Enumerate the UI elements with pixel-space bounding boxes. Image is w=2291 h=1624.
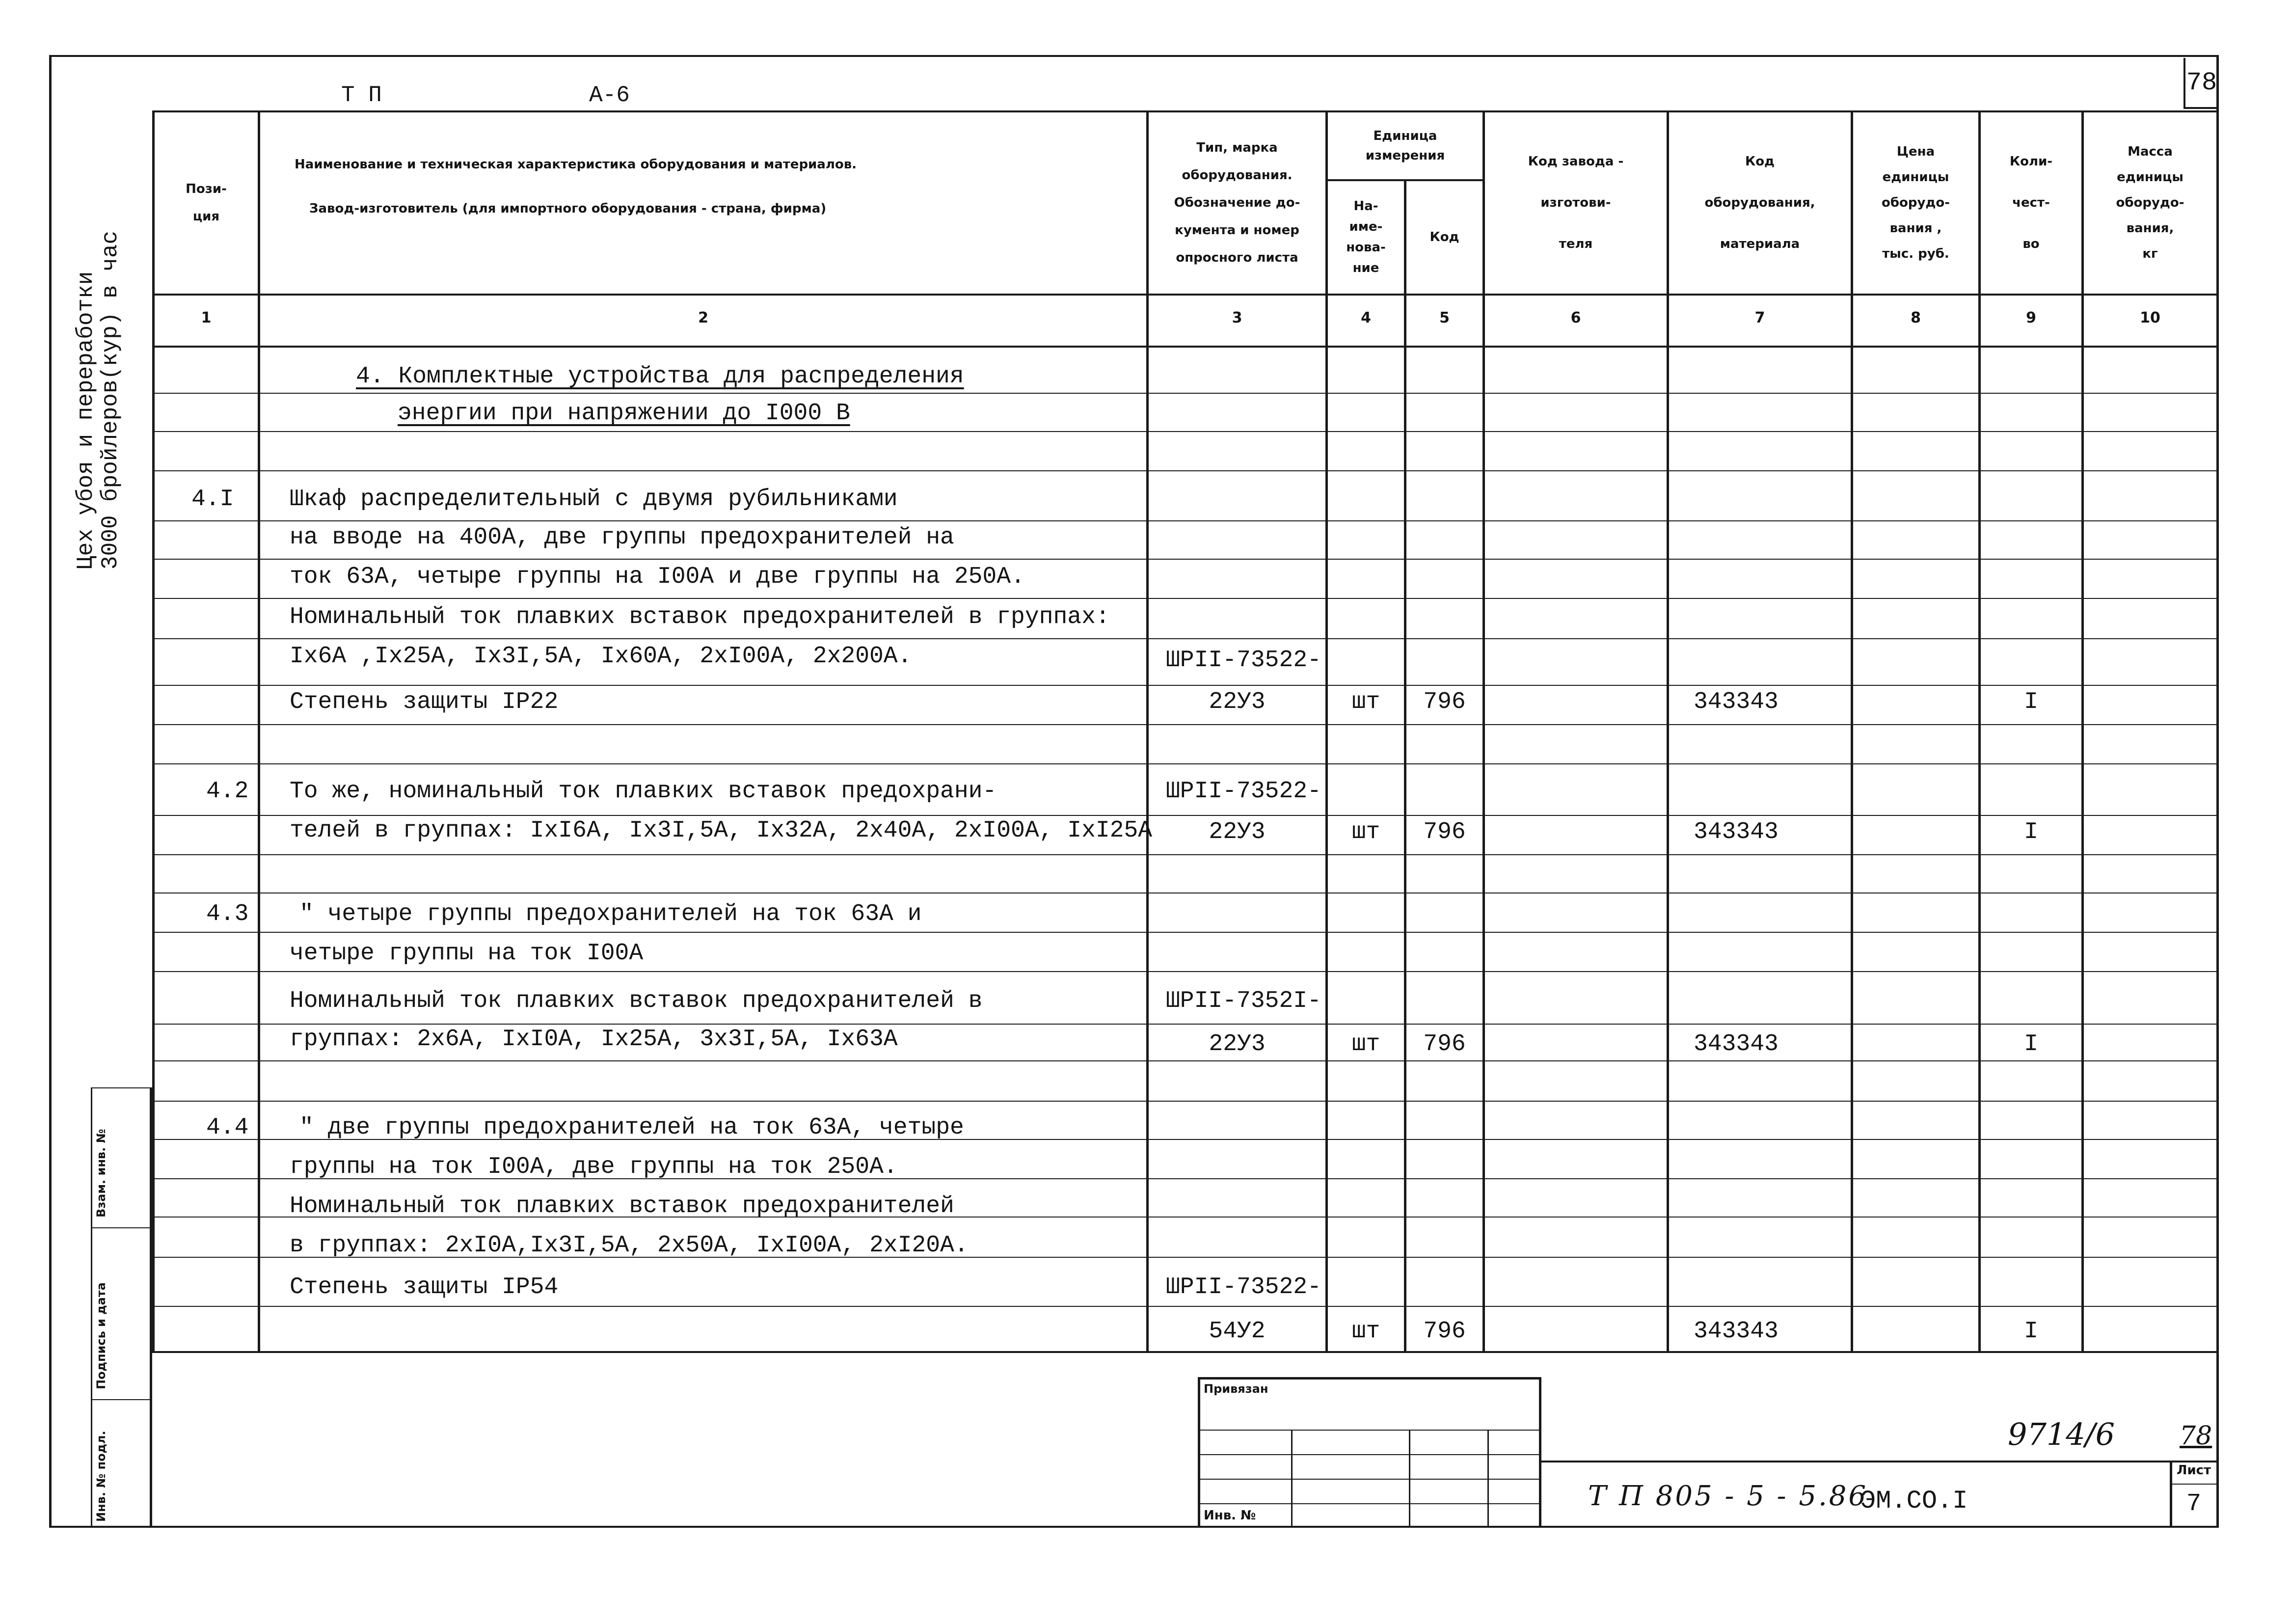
col-number-4: 4: [1361, 309, 1371, 326]
item-equipment-code: 343343: [1694, 1031, 1779, 1057]
section-title-line1: 4. Комплектные устройства для распределения: [356, 363, 964, 390]
item-type-1: ШРII-73522-: [1166, 778, 1321, 805]
header-unit-name: [1328, 182, 1404, 292]
item-position: 4.3: [206, 901, 249, 927]
header-unit: [1328, 114, 1482, 178]
header-plant-code-l3: теля: [1559, 236, 1593, 251]
row-rule: [152, 431, 2216, 432]
item-line: " две группы предохранителей на ток 63А, четыре: [299, 1114, 964, 1141]
attached-col-3: [1487, 1430, 1489, 1526]
row-rule: [152, 763, 2216, 764]
attached-col-2: [1409, 1430, 1410, 1526]
row-rule: [152, 598, 2216, 599]
side-title-line2: 3000 бройлеров(кур) в час: [98, 230, 123, 569]
row-rule: [152, 932, 2216, 933]
item-line: Iх6А ,Iх25А, Iх3I,5А, Iх60А, 2хI00А, 2х200А.: [290, 643, 912, 670]
doc-code-top-line: [1541, 1461, 2216, 1462]
attached-row-3: [1198, 1479, 1541, 1480]
section-title-line2: энергии при напряжении до I000 В: [398, 400, 850, 427]
col-line-8: [1978, 110, 1981, 1353]
header-price-l3: оборудо-: [1881, 195, 1950, 210]
item-line: Номинальный ток плавких вставок предохранителей: [290, 1193, 954, 1219]
frame-left-line: [49, 55, 52, 1527]
doc-code-suffix: ЭМ.СО.I: [1860, 1487, 1968, 1516]
item-equipment-code: 343343: [1694, 1318, 1779, 1345]
attached-row-4: [1198, 1503, 1541, 1504]
item-position: 4.I: [191, 486, 234, 513]
frame-top-line: [49, 55, 2219, 57]
item-quantity: I: [2024, 1318, 2038, 1345]
item-unit-code: 796: [1423, 819, 1466, 845]
row-rule: [152, 559, 2216, 560]
col-number-10: 10: [2140, 309, 2160, 326]
stamp-col-sep3: [91, 1399, 150, 1400]
attached-col-1: [1291, 1430, 1293, 1526]
row-rule: [152, 470, 2216, 471]
header-price-l1: Цена: [1896, 144, 1935, 159]
item-type-2: 54У2: [1209, 1318, 1266, 1345]
header-mass-l4: вания,: [2126, 220, 2174, 236]
item-line: Степень защиты IP22: [290, 689, 559, 715]
col-number-5: 5: [1439, 309, 1450, 326]
item-line: Шкаф распределительный с двумя рубильниками: [290, 486, 898, 513]
item-equipment-code: 343343: [1694, 689, 1779, 715]
attached-row-2: [1198, 1454, 1541, 1455]
col-number-8: 8: [1911, 309, 1921, 326]
header-mass-l1: Масса: [2128, 144, 2173, 159]
item-unit-code: 796: [1423, 1318, 1466, 1345]
handwritten-sheet: 78: [2180, 1421, 2212, 1451]
row-rule: [152, 724, 2216, 725]
header-mass: [2084, 113, 2216, 292]
sheet-box-sep: [2170, 1484, 2216, 1485]
header-unit-code-text: Код: [1429, 229, 1459, 244]
header-equipment-code: [1669, 113, 1851, 292]
attached-label: Привязан: [1204, 1382, 1268, 1396]
col-number-6: 6: [1570, 309, 1581, 326]
row-rule: [152, 1101, 2216, 1102]
item-type-2: 22У3: [1209, 1031, 1266, 1057]
row-rule: [152, 1306, 2216, 1307]
item-type-1: ШРII-73522-: [1166, 1274, 1321, 1300]
item-line: на вводе на 400А, две группы предохранителей на: [290, 524, 954, 551]
label-tp: Т П: [341, 82, 382, 108]
row-rule: [152, 971, 2216, 972]
item-line: телей в группах: IхI6А, Iх3I,5А, Iх32А, 2х40А, 2хI00А, IхI25А: [290, 817, 1153, 844]
header-price-l5: тыс. руб.: [1882, 246, 1949, 261]
header-plant-code-l2: изготови-: [1540, 195, 1611, 210]
item-type-2: 22У3: [1209, 689, 1266, 715]
item-type-1: ШРII-7352I-: [1166, 988, 1321, 1014]
stamp-col-inner-line: [91, 1087, 92, 1527]
numbers-bottom-line: [152, 346, 2216, 348]
header-unit-code: [1406, 182, 1482, 292]
item-quantity: I: [2024, 689, 2038, 715]
item-unit: шт: [1351, 1031, 1380, 1057]
header-equipment-code-l1: Код: [1745, 154, 1775, 169]
item-line: Номинальный ток плавких вставок предохранителей в: [290, 988, 983, 1014]
item-unit-code: 796: [1423, 1031, 1466, 1057]
header-unit-name-l3: нова-: [1346, 240, 1386, 255]
header-type-l4: кумента и номер: [1175, 222, 1299, 238]
item-line: Степень защиты IP54: [290, 1274, 559, 1300]
header-quantity-l3: во: [2022, 236, 2040, 251]
header-name-l2: Завод-изготовитель (для импортного оборудования - страна, фирма): [309, 201, 827, 216]
item-line: четыре группы на ток I00А: [290, 940, 644, 967]
header-type-l3: Обозначение до-: [1174, 195, 1300, 210]
stamp-label-signature-date: Подпись и дата: [94, 1282, 108, 1389]
header-mass-l2: единицы: [2117, 169, 2183, 185]
item-equipment-code: 343343: [1694, 819, 1779, 845]
col-line-3: [1325, 110, 1328, 1353]
col-number-1: 1: [201, 309, 212, 326]
item-quantity: I: [2024, 1031, 2038, 1057]
stamp-col-sep1: [91, 1087, 150, 1088]
item-line: То же, номинальный ток плавких вставок предохрани-: [290, 778, 997, 805]
page-corner-number: [2183, 58, 2218, 109]
item-line: в группах: 2хI0А,Iх3I,5А, 2х50А, IхI00А, 2хI20А.: [290, 1232, 969, 1259]
item-line: " четыре группы предохранителей на ток 63А и: [299, 901, 922, 927]
header-name: [295, 147, 1031, 226]
frame-right-line: [2216, 55, 2219, 1527]
header-plant-code-l1: Код завода -: [1528, 154, 1624, 169]
side-title-line1: Цех убоя и переработки: [73, 271, 99, 569]
side-title: [74, 231, 123, 569]
stamp-label-replacement-inv: Взам. инв. №: [94, 1129, 108, 1218]
item-type-2: 22У3: [1209, 819, 1266, 845]
sheet-number: 7: [2186, 1490, 2201, 1518]
doc-code-hand: Т П 805 - 5 - 5.86: [1588, 1480, 1868, 1512]
header-unit-name-l4: ние: [1352, 260, 1379, 275]
item-position: 4.4: [206, 1114, 249, 1141]
header-position-l1: Пози-: [186, 181, 227, 196]
row-rule: [152, 1060, 2216, 1061]
frame-bottom-line: [49, 1526, 2219, 1528]
col-number-7: 7: [1754, 309, 1765, 326]
inv-label: Инв. №: [1204, 1508, 1256, 1523]
col-line-2: [1146, 110, 1149, 1353]
col-number-9: 9: [2026, 309, 2036, 326]
sheet-label: Лист: [2176, 1463, 2211, 1478]
header-price: [1853, 113, 1978, 292]
col-number-3: 3: [1232, 309, 1242, 326]
row-rule: [152, 1024, 2216, 1025]
header-unit-l1: Единица: [1373, 129, 1437, 143]
handwritten-number: 9714/6: [2008, 1416, 2115, 1452]
header-type-l2: оборудования.: [1182, 167, 1293, 183]
col-line-7: [1851, 110, 1853, 1353]
col-line-6: [1667, 110, 1669, 1353]
header-price-l2: единицы: [1882, 169, 1949, 185]
col-line-9: [2081, 110, 2084, 1353]
col-number-2: 2: [698, 309, 708, 326]
header-quantity-l2: чест-: [2012, 195, 2050, 210]
page-corner-number-text: 78: [2186, 68, 2217, 97]
stamp-label-inv-original: Инв. № подл.: [94, 1431, 108, 1522]
row-rule: [152, 520, 2216, 521]
attached-row-1: [1198, 1430, 1541, 1431]
row-rule: [152, 393, 2216, 394]
stamp-col-sep2: [91, 1227, 150, 1228]
item-position: 4.2: [206, 778, 249, 805]
table-top-line: [152, 110, 2216, 112]
item-unit: шт: [1351, 689, 1380, 715]
header-mass-l5: кг: [2142, 246, 2158, 261]
item-type-1: ШРII-73522-: [1166, 647, 1321, 674]
header-unit-name-l2: име-: [1349, 219, 1383, 234]
header-name-l1: Наименование и техническая характеристика оборудования и материалов.: [295, 157, 857, 172]
header-bottom-line: [152, 294, 2216, 296]
item-line: Номинальный ток плавких вставок предохранителей в группах:: [290, 604, 1110, 630]
item-unit: шт: [1351, 1318, 1380, 1345]
header-position: [155, 113, 258, 292]
col-line-0: [152, 110, 155, 1353]
header-type-l5: опросного листа: [1176, 250, 1298, 265]
col-line-4: [1404, 179, 1406, 1353]
header-price-l4: вания ,: [1889, 220, 1942, 236]
header-position-l2: ция: [192, 209, 220, 224]
header-type-l1: Тип, марка: [1196, 140, 1278, 155]
col-line-5: [1482, 110, 1485, 1353]
header-plant-code: [1485, 113, 1667, 292]
item-unit: шт: [1351, 819, 1380, 845]
header-equipment-code-l3: материала: [1720, 236, 1800, 251]
header-equipment-code-l2: оборудования,: [1704, 195, 1815, 210]
item-line: группах: 2х6А, IхI0А, Iх25А, 3х3I,5А, Iх63А: [290, 1026, 898, 1053]
item-line: ток 63А, четыре группы на I00А и две группы на 250А.: [290, 564, 1025, 590]
header-quantity-l1: Коли-: [2009, 154, 2053, 169]
header-unit-name-l1: На-: [1353, 198, 1378, 214]
row-rule: [152, 638, 2216, 639]
item-quantity: I: [2024, 819, 2038, 845]
label-a6: А-6: [589, 82, 630, 108]
header-mass-l3: оборудо-: [2116, 195, 2184, 210]
col-line-1: [258, 110, 260, 1353]
row-rule: [152, 815, 2216, 816]
header-quantity: [1981, 113, 2081, 292]
row-rule: [152, 685, 2216, 686]
header-unit-l2: измерения: [1365, 148, 1445, 163]
table-bottom-line: [152, 1351, 2216, 1353]
header-type: [1149, 113, 1325, 292]
row-rule: [152, 854, 2216, 855]
item-line: группы на ток I00А, две группы на ток 250А.: [290, 1154, 898, 1180]
item-unit-code: 796: [1423, 689, 1466, 715]
